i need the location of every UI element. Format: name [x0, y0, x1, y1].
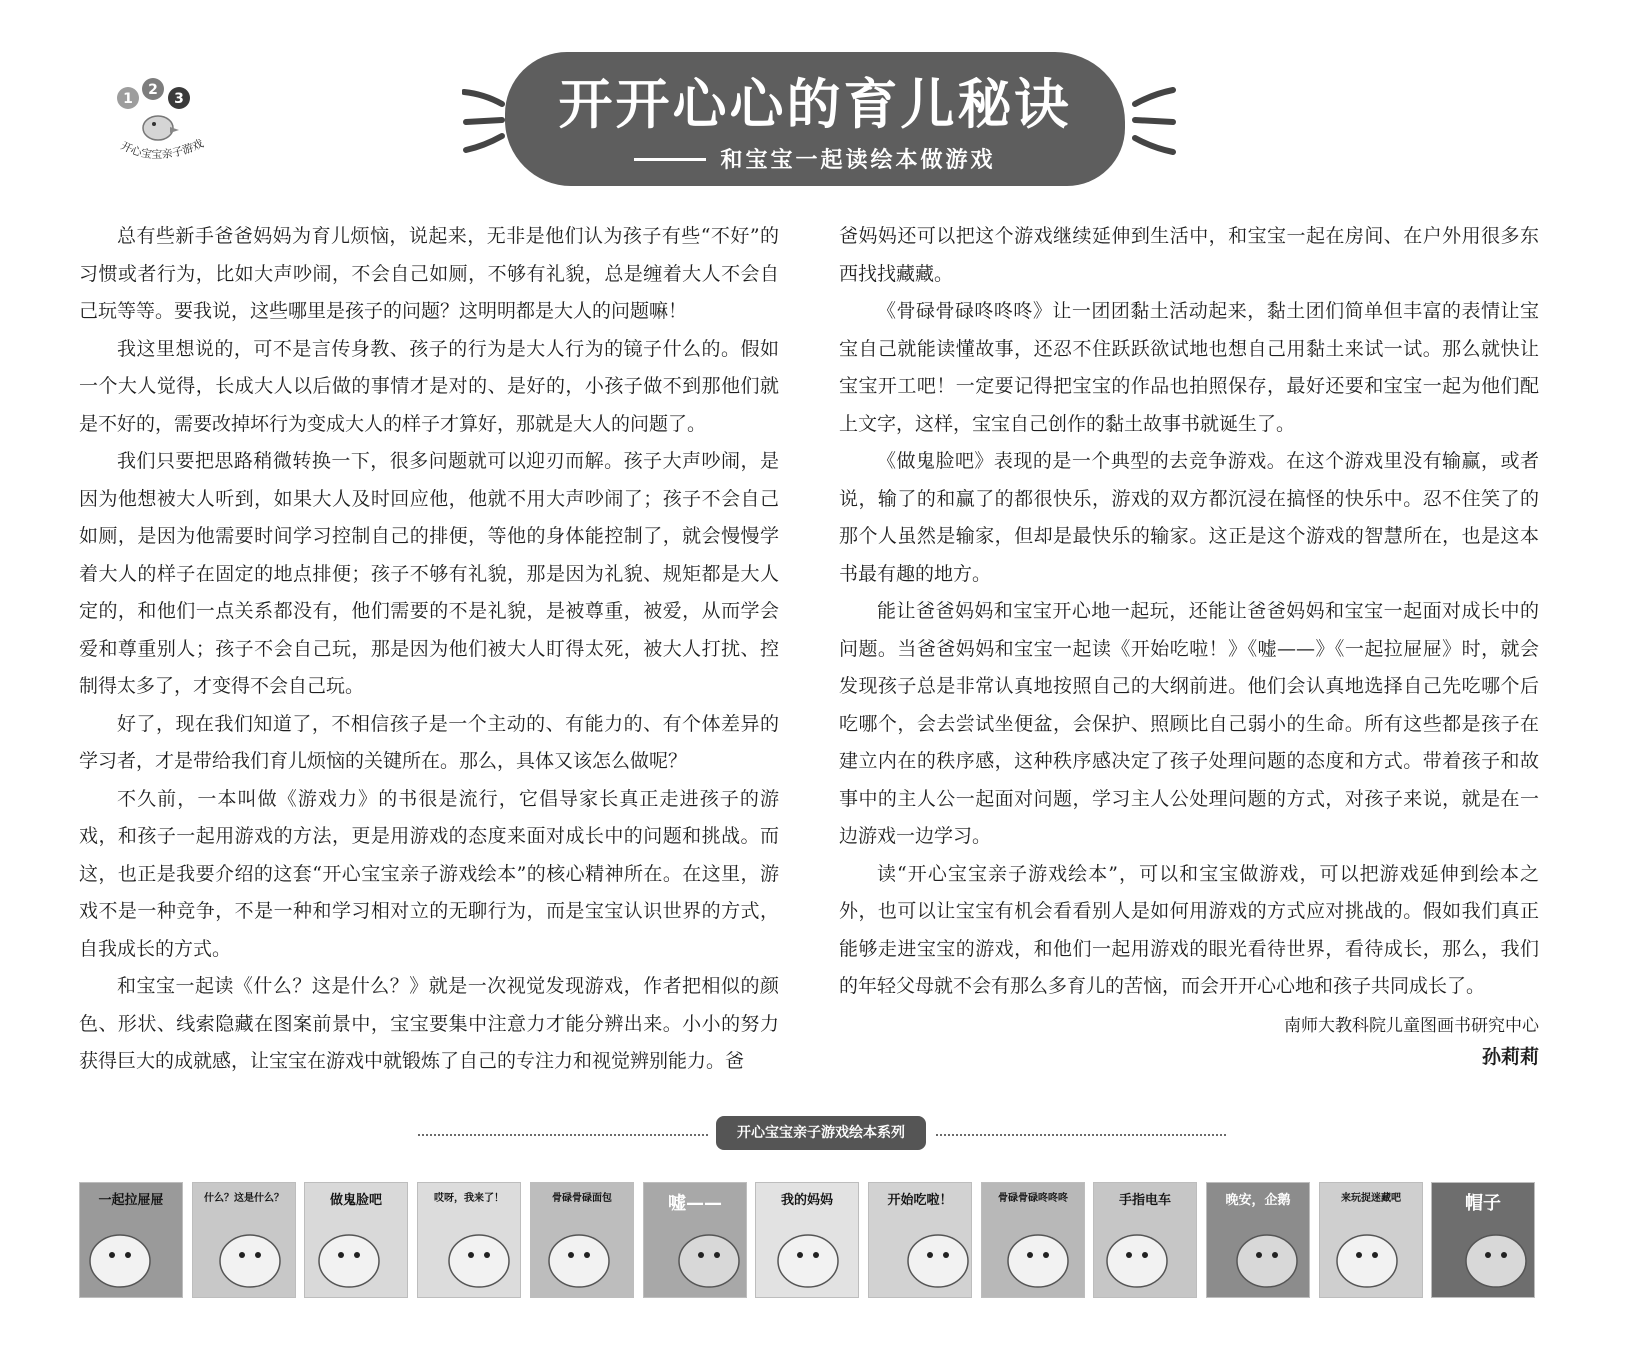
dotted-divider-right	[936, 1134, 1226, 1136]
paragraph: 总有些新手爸爸妈妈为育儿烦恼，说起来，无非是他们认为孩子有些“不好”的习惯或者行为，比如大声吵闹，不会自己如厕，不够有礼貌，总是缠着大人不会自己玩等等。要我说，这些哪里是孩子的问题？这明明都是大人的问题嘛！	[79, 225, 779, 322]
page-subtitle-row	[505, 143, 1125, 174]
book-cover-title: 骨碌骨碌咚咚咚	[998, 1193, 1068, 1204]
paragraph: 读“开心宝宝亲子游戏绘本”，可以和宝宝做游戏，可以把游戏延伸到绘本之外，也可以让宝宝有机会看看别人是如何用游戏的方式应对挑战的。假如我们真正能够走进宝宝的游戏，和他们一起用游戏的眼光看待世界，看待成长，那么，我们的年轻父母就不会有那么多育儿的苦恼，而会开开心心地和孩子共同成长了。	[839, 862, 1539, 997]
book-cover-title: 骨碌骨碌面包	[552, 1193, 612, 1204]
duck-logo-icon	[112, 78, 222, 170]
book-cover	[417, 1182, 521, 1298]
article-column-right	[839, 218, 1539, 1072]
paragraph: 能让爸爸妈妈和宝宝开心地一起玩，还能让爸爸妈妈和宝宝一起面对成长中的问题。当爸爸妈妈和宝宝一起读《开始吃啦！》《嘘——》《一起拉屉屉》时，就会发现孩子总是非常认真地按照自己的大纲前进。他们会认真地选择自己先吃哪个后吃哪个，会去尝试坐便盆，会保护、照顾比自己弱小的生命。所有这些都是孩子在建立内在的秩序感，这种秩序感决定了孩子处理问题的态度和方式。带着孩子和故事中的主人公一起面对问题，学习主人公处理问题的方式，对孩子来说，就是在一边游戏一边学习。	[839, 600, 1539, 847]
paragraph: 《做鬼脸吧》表现的是一个典型的去竞争游戏。在这个游戏里没有输赢，或者说，输了的和赢了的都很快乐，游戏的双方都沉浸在搞怪的快乐中。忍不住笑了的那个人虽然是输家，但却是最快乐的输家。这正是这个游戏的智慧所在，也是这本书最有趣的地方。	[839, 450, 1539, 585]
paragraph: 不久前，一本叫做《游戏力》的书很是流行，它倡导家长真正走进孩子的游戏，和孩子一起用游戏的方法，更是用游戏的态度来面对成长中的问题和挑战。而这，也正是我要介绍的这套“开心宝宝亲子游戏绘本”的核心精神所在。在这里，游戏不是一种竞争，不是一种和学习相对立的无聊行为，而是宝宝认识世界的方式，自我成长的方式。	[79, 787, 779, 960]
rays-left-icon	[462, 80, 510, 160]
paragraph: 我们只要把思路稍微转换一下，很多问题就可以迎刃而解。孩子大声吵闹，是因为他想被大人听到，如果大人及时回应他，他就不用大声吵闹了；孩子不会自己如厕，是因为他需要时间学习控制自己的排便，等他的身体能控制了，就会慢慢学着大人的样子在固定的地点排便；孩子不够有礼貌，那是因为礼貌、规矩都是大人定的，和他们一点关系都没有，他们需要的不是礼貌，是被尊重，被爱，从而学会爱和尊重别人；孩子不会自己玩，那是因为他们被大人盯得太死，被大人打扰、控制得太多了，才变得不会自己玩。	[79, 450, 779, 697]
book-cover-title: 晚安，企鹅	[1225, 1193, 1291, 1208]
book-cover-title: 一起拉屉屉	[98, 1193, 164, 1208]
series-label: 开心宝宝亲子游戏绘本系列	[716, 1116, 926, 1150]
book-cover	[981, 1182, 1085, 1298]
book-cover	[192, 1182, 296, 1298]
logo-number-1: 1	[123, 91, 133, 107]
rays-right-icon	[1125, 80, 1177, 160]
book-cover	[1319, 1182, 1423, 1298]
book-cover	[1206, 1182, 1310, 1298]
paragraph-continuation: 爸妈妈还可以把这个游戏继续延伸到生活中，和宝宝一起在房间、在户外用很多东西找找藏藏。	[839, 225, 1539, 285]
book-cover	[1093, 1182, 1197, 1298]
book-cover-title: 哎呀，我来了！	[434, 1193, 504, 1204]
paragraph: 和宝宝一起读《什么？这是什么？》就是一次视觉发现游戏，作者把相似的颜色、形状、线索隐藏在图案前景中，宝宝要集中注意力才能分辨出来。小小的努力获得巨大的成就感，让宝宝在游戏中就锻炼了自己的专注力和视觉辨别能力。爸	[79, 975, 779, 1072]
paragraph: 好了，现在我们知道了，不相信孩子是一个主动的、有能力的、有个体差异的学习者，才是带给我们育儿烦恼的关键所在。那么，具体又该怎么做呢？	[79, 712, 779, 772]
book-cover	[530, 1182, 634, 1298]
dotted-divider-left	[418, 1134, 708, 1136]
book-cover-title: 手指电车	[1118, 1193, 1171, 1208]
page-subtitle: 和宝宝一起读绘本做游戏	[720, 148, 996, 173]
book-cover	[304, 1182, 408, 1298]
page-title: 开开心心的育儿秘诀	[558, 73, 1072, 136]
paragraph: 《骨碌骨碌咚咚咚》让一团团黏土活动起来，黏土团们简单但丰富的表情让宝宝自己就能读懂故事，还忍不住跃跃欲试地也想自己用黏土来试一试。那么就快让宝宝开工吧！一定要记得把宝宝的作品也拍照保存，最好还要和宝宝一起为他们配上文字，这样，宝宝自己创作的黏土故事书就诞生了。	[839, 300, 1539, 435]
article-column-left	[79, 218, 779, 1081]
book-cover	[868, 1182, 972, 1298]
logo-number-3: 3	[174, 91, 184, 107]
book-covers	[79, 1182, 1559, 1298]
book-cover	[643, 1182, 747, 1298]
book-cover	[755, 1182, 859, 1298]
book-cover-title: 帽子	[1465, 1193, 1501, 1214]
signature-organization: 南师大教科院儿童图画书研究中心	[1284, 1015, 1539, 1036]
book-cover	[1431, 1182, 1535, 1298]
subtitle-dash	[634, 158, 706, 161]
logo-caption: 开心宝宝亲子游戏	[118, 136, 206, 162]
book-cover-title: 来玩捉迷藏吧	[1341, 1193, 1401, 1204]
book-cover-title: 我的妈妈	[780, 1193, 833, 1208]
series-logo	[112, 78, 222, 170]
title-banner	[505, 52, 1125, 186]
book-cover-title: 做鬼脸吧	[329, 1193, 382, 1208]
signature-name: 孙莉莉	[1481, 1045, 1539, 1068]
paragraph: 我这里想说的，可不是言传身教、孩子的行为是大人行为的镜子什么的。假如一个大人觉得，长成大人以后做的事情才是对的、是好的，小孩子做不到那他们就是不好的，需要改掉坏行为变成大人的样子才算好，那就是大人的问题了。	[79, 337, 779, 435]
logo-number-2: 2	[148, 82, 158, 98]
book-cover	[79, 1182, 183, 1298]
book-cover-title: 什么？这是什么？	[204, 1193, 284, 1204]
book-cover-title: 开始吃啦！	[887, 1193, 953, 1208]
book-cover-title: 嘘——	[668, 1193, 722, 1214]
